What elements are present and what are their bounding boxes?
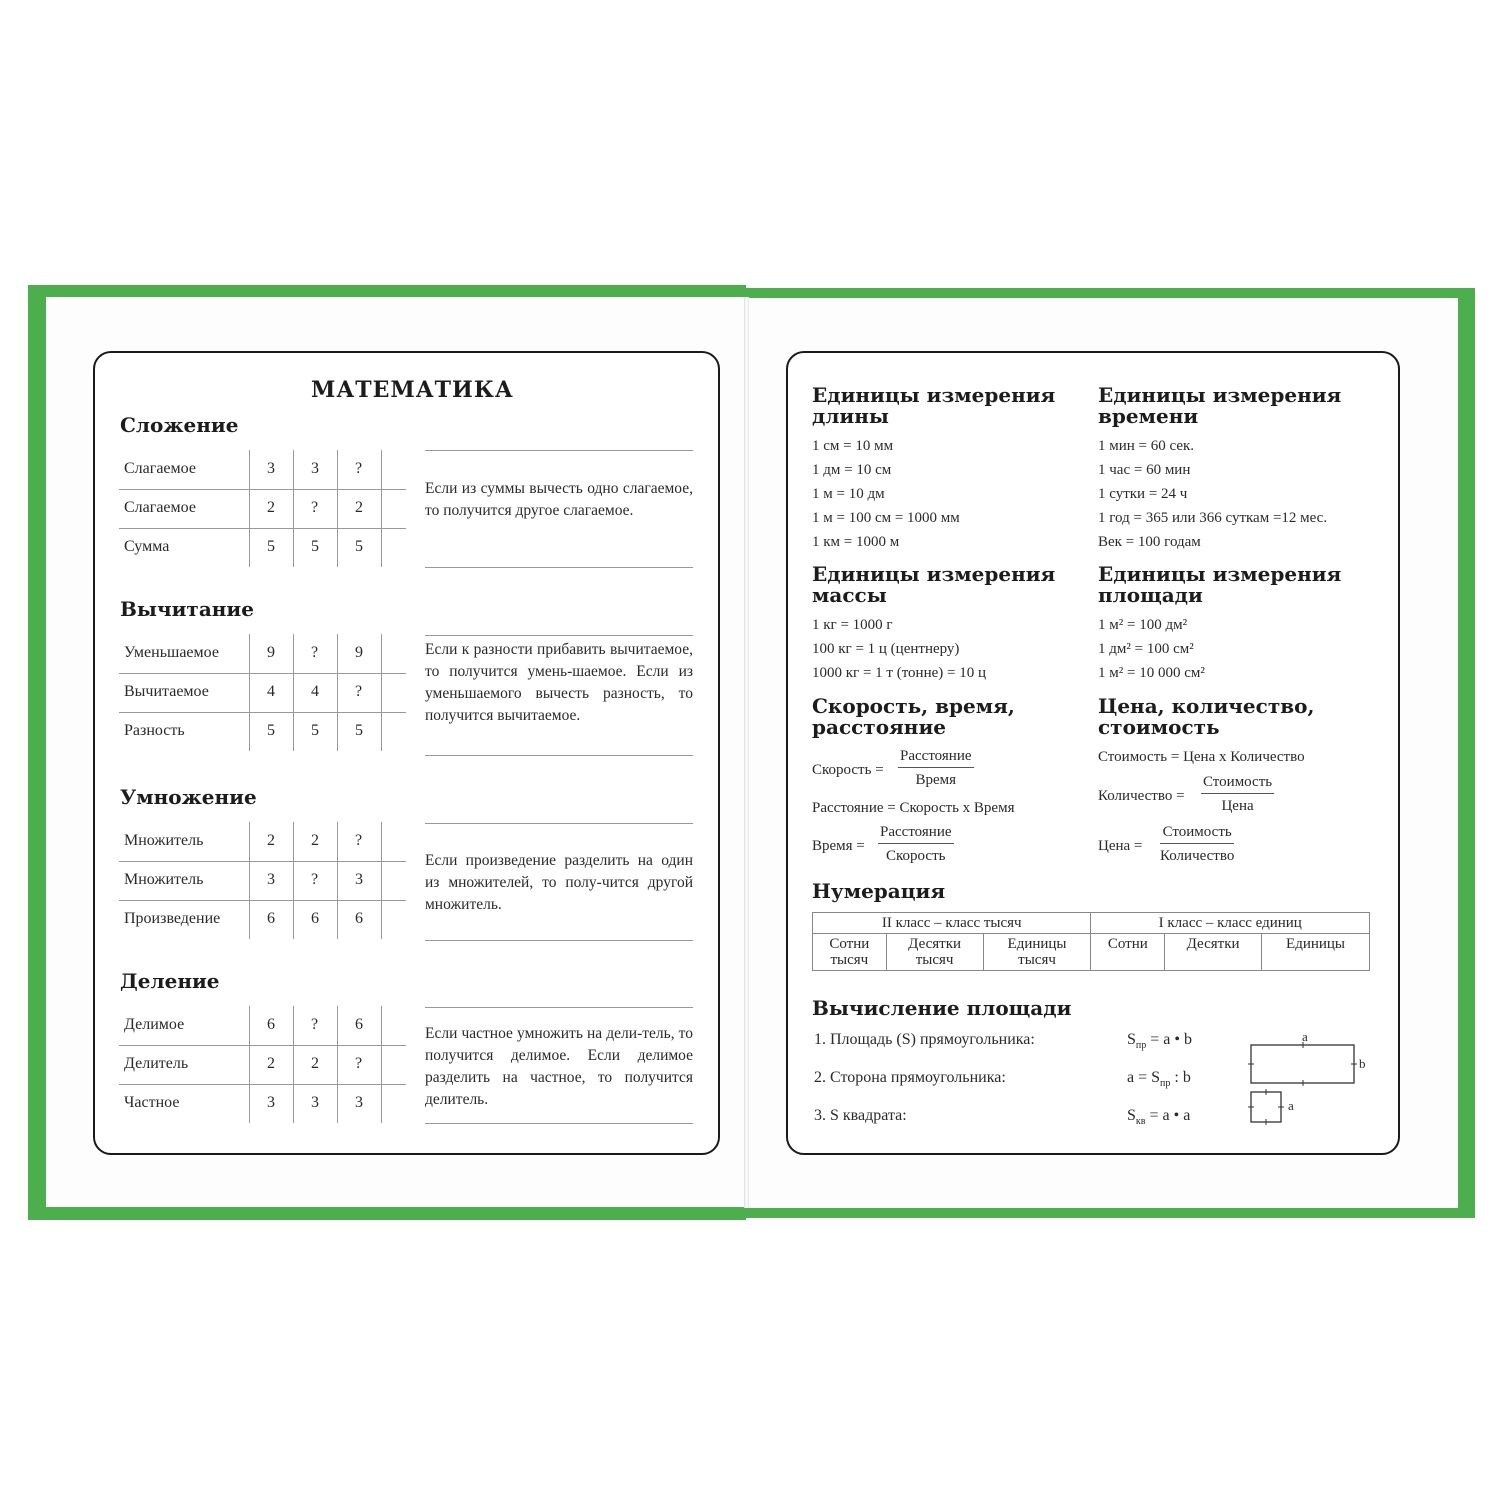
side-a-label: a	[1302, 1029, 1308, 1044]
length-line: 1 дм = 10 см	[812, 462, 892, 478]
formula-part: : b	[1170, 1069, 1191, 1086]
speed-heading: расстояние	[812, 715, 947, 739]
rank-class: тысяч	[1018, 952, 1056, 968]
row-label: Сумма	[124, 538, 170, 555]
speed-heading: Скорость, время,	[812, 694, 1015, 718]
rank-name: Десятки	[1186, 936, 1240, 952]
side-b-label: b	[1359, 1056, 1366, 1071]
area-item-label: 2. Сторона прямоугольника:	[814, 1069, 1006, 1086]
row-label: Множитель	[124, 871, 204, 888]
cell-value: 3	[355, 871, 363, 888]
time-formula-lhs: Время =	[812, 838, 865, 854]
col-divider	[337, 450, 338, 567]
denominator: Цена	[1221, 798, 1254, 814]
cell-value: 5	[355, 538, 363, 555]
row-label: Делитель	[124, 1055, 189, 1072]
cell-value: 5	[311, 722, 319, 739]
row-divider	[119, 673, 406, 674]
rank-name: Единицы	[1007, 936, 1067, 952]
cell-value: 4	[311, 683, 319, 700]
numerator: Расстояние	[878, 824, 954, 844]
cell-value: 2	[267, 1055, 275, 1072]
col-divider	[293, 450, 294, 567]
cell-value: 6	[311, 910, 319, 927]
cell-value: 6	[267, 1016, 275, 1033]
row-label: Уменьшаемое	[124, 644, 219, 661]
denominator: Скорость	[886, 848, 946, 864]
length-heading: длины	[812, 404, 889, 428]
rank-cell	[1165, 934, 1262, 971]
formula-subscript: пр	[1135, 1040, 1147, 1052]
cell-value: 4	[267, 683, 275, 700]
denominator: Количество	[1160, 848, 1235, 864]
col-divider	[381, 450, 382, 567]
cell-value: ?	[311, 871, 319, 888]
col-divider	[249, 634, 250, 751]
cell-value: ?	[355, 460, 363, 477]
distance-formula: Расстояние = Скорость х Время	[812, 800, 1015, 816]
row-label: Частное	[124, 1094, 180, 1111]
col-divider	[293, 634, 294, 751]
rank-cell	[983, 934, 1091, 971]
rank-cell	[1091, 934, 1165, 971]
row-divider	[119, 528, 406, 529]
price-formula-fraction	[1160, 824, 1234, 865]
rank-name: Десятки	[908, 936, 962, 952]
denominator: Время	[915, 772, 957, 788]
area-item-formula	[1127, 1107, 1190, 1127]
row-label: Произведение	[124, 910, 221, 927]
col-divider	[249, 822, 250, 939]
col-divider	[337, 634, 338, 751]
col-divider	[337, 822, 338, 939]
row-label: Вычитаемое	[124, 683, 209, 700]
rule-line	[425, 567, 693, 568]
cell-value: 9	[267, 644, 275, 661]
row-label: Множитель	[124, 832, 204, 849]
rank-class: тысяч	[830, 952, 869, 968]
section-heading: Сложение	[120, 413, 239, 437]
mass-line: 1 кг = 1000 г	[812, 617, 893, 633]
cell-value: ?	[311, 644, 319, 661]
area-item-formula	[1127, 1069, 1191, 1089]
time-line: 1 час = 60 мин	[1098, 462, 1191, 478]
col-divider	[249, 1006, 250, 1123]
row-divider	[119, 489, 406, 490]
time-heading: Единицы измерения	[1098, 383, 1342, 407]
numeration-table	[812, 912, 1370, 971]
formula-subscript: кв	[1135, 1116, 1146, 1128]
rule-line	[425, 940, 693, 941]
rule-text: Если произведение разделить на один из множителей, то полу-чится другой множитель.	[425, 852, 693, 913]
row-divider	[119, 712, 406, 713]
cell-value: 5	[267, 722, 275, 739]
length-heading: Единицы измерения	[812, 383, 1056, 407]
col-divider	[381, 634, 382, 751]
formula-subscript: пр	[1160, 1078, 1171, 1090]
cell-value: 2	[267, 499, 275, 516]
col-divider	[381, 1006, 382, 1123]
cell-value: 2	[355, 499, 363, 516]
col-divider	[249, 450, 250, 567]
price-formula-lhs: Цена =	[1098, 838, 1143, 854]
rank-class: тысяч	[915, 952, 954, 968]
time-line: 1 год = 365 или 366 суткам =12 мес.	[1098, 510, 1328, 526]
cell-value: ?	[311, 1016, 319, 1033]
length-line: 1 м = 10 дм	[812, 486, 885, 502]
numerator: Стоимость	[1160, 824, 1234, 844]
formula-part: a = S	[1127, 1069, 1161, 1086]
row-label: Слагаемое	[124, 499, 196, 516]
length-line: 1 см = 10 мм	[812, 438, 894, 454]
mass-heading: массы	[812, 583, 887, 607]
section-heading: Умножение	[120, 785, 257, 809]
section-heading: Вычитание	[120, 597, 254, 621]
cell-value: 3	[267, 460, 275, 477]
formula-part: S	[1127, 1031, 1136, 1048]
class-thousands: II класс – класс тысяч	[813, 913, 1091, 934]
area-item-label: 1. Площадь (S) прямоугольника:	[814, 1031, 1035, 1048]
row-divider	[119, 861, 406, 862]
rank-cell	[813, 934, 887, 971]
speed-formula-fraction	[898, 748, 974, 789]
rule-line	[425, 755, 693, 756]
cell-value: 5	[311, 538, 319, 555]
section-heading: Деление	[120, 969, 220, 993]
rank-cell	[886, 934, 983, 971]
rule-text: Если к разности прибавить вычитаемое, то получится умень-шаемое. Если из уменьшаемого вычесть разность, то получится вычитаемое.	[425, 641, 693, 724]
rule-text: Если частное умножить на дели-тель, то получится делимое. Если делимое разделить на частное, то получится делитель.	[425, 1025, 693, 1108]
cell-value: 3	[267, 871, 275, 888]
rank-name: Сотни	[1107, 936, 1148, 952]
cell-value: ?	[311, 499, 319, 516]
numerator: Расстояние	[898, 748, 974, 768]
cell-value: 3	[267, 1094, 275, 1111]
mass-line: 1000 кг = 1 т (тонне) = 10 ц	[812, 665, 987, 681]
price-heading: стоимость	[1098, 715, 1220, 739]
class-units: I класс – класс единиц	[1091, 913, 1370, 934]
page-title: МАТЕМАТИКА	[311, 377, 514, 403]
formula-part: = a • a	[1145, 1107, 1191, 1124]
area-calc-heading: Вычисление площади	[812, 996, 1072, 1020]
area-line: 1 м² = 100 дм²	[1098, 617, 1188, 633]
cell-value: 5	[267, 538, 275, 555]
col-divider	[337, 1006, 338, 1123]
quantity-formula-fraction	[1201, 774, 1274, 815]
col-divider	[293, 1006, 294, 1123]
cell-value: 2	[267, 832, 275, 849]
row-label: Слагаемое	[124, 460, 196, 477]
cell-value: 2	[311, 832, 319, 849]
price-heading: Цена, количество,	[1098, 694, 1315, 718]
area-heading: Единицы измерения	[1098, 562, 1342, 586]
time-line: Век = 100 годам	[1098, 534, 1201, 550]
area-line: 1 дм² = 100 см²	[1098, 641, 1194, 657]
area-line: 1 м² = 10 000 см²	[1098, 665, 1205, 681]
cell-value: 5	[355, 722, 363, 739]
mass-heading: Единицы измерения	[812, 562, 1056, 586]
cost-formula: Стоимость = Цена х Количество	[1098, 749, 1305, 765]
time-formula-fraction	[878, 824, 954, 865]
col-divider	[293, 822, 294, 939]
length-line: 1 м = 100 см = 1000 мм	[812, 510, 960, 526]
rule-line	[425, 635, 693, 636]
square-side-label: a	[1288, 1098, 1294, 1113]
cell-value: 3	[311, 460, 319, 477]
cell-value: 9	[355, 644, 363, 661]
time-line: 1 сутки = 24 ч	[1098, 486, 1188, 502]
cell-value: ?	[355, 832, 363, 849]
rank-name: Единицы	[1286, 936, 1346, 952]
col-divider	[381, 822, 382, 939]
cell-value: ?	[355, 683, 363, 700]
row-label: Разность	[124, 722, 185, 739]
area-item-formula	[1127, 1031, 1192, 1051]
cell-value: ?	[355, 1055, 363, 1072]
rule-line	[425, 823, 693, 824]
time-line: 1 мин = 60 сек.	[1098, 438, 1195, 454]
rule-line	[425, 1123, 693, 1124]
rule-line	[425, 1007, 693, 1008]
formula-part: S	[1127, 1107, 1136, 1124]
area-item-label: 3. S квадрата:	[814, 1107, 907, 1124]
quantity-formula-lhs: Количество =	[1098, 788, 1185, 804]
cell-value: 3	[311, 1094, 319, 1111]
row-divider	[119, 1084, 406, 1085]
row-divider	[119, 900, 406, 901]
speed-formula-lhs: Скорость =	[812, 762, 884, 778]
numeration-heading: Нумерация	[812, 879, 946, 903]
rank-cell	[1262, 934, 1370, 971]
mass-line: 100 кг = 1 ц (центнеру)	[812, 641, 960, 657]
time-heading: времени	[1098, 404, 1199, 428]
formula-part: = a • b	[1146, 1031, 1192, 1048]
cell-value: 6	[355, 910, 363, 927]
cell-value: 3	[355, 1094, 363, 1111]
rule-text: Если из суммы вычесть одно слагаемое, то получится другое слагаемое.	[425, 480, 693, 519]
spine	[744, 297, 749, 1208]
row-divider	[119, 1045, 406, 1046]
rule-line	[425, 450, 693, 451]
cell-value: 6	[355, 1016, 363, 1033]
rectangle-diagram	[1240, 1030, 1380, 1130]
numerator: Стоимость	[1201, 774, 1274, 794]
cell-value: 6	[267, 910, 275, 927]
length-line: 1 км = 1000 м	[812, 534, 900, 550]
rank-name: Сотни	[829, 936, 870, 952]
cell-value: 2	[311, 1055, 319, 1072]
area-heading: площади	[1098, 583, 1203, 607]
row-label: Делимое	[124, 1016, 185, 1033]
